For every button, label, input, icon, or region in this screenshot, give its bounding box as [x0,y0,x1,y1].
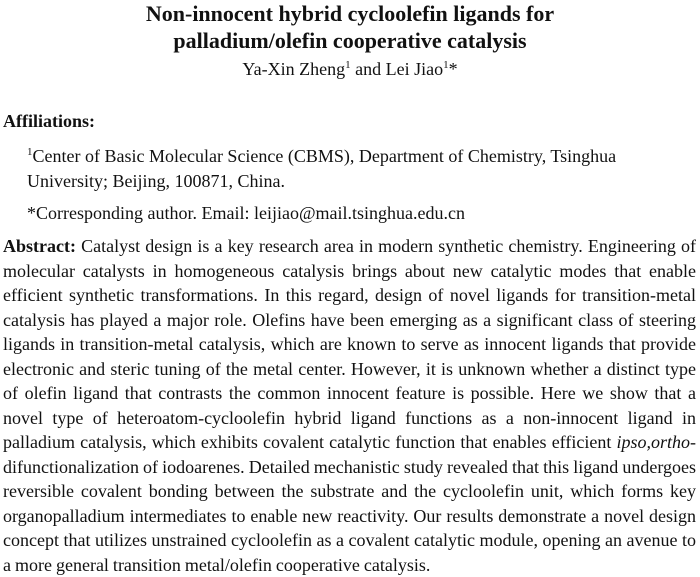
author-separator: and [350,59,386,79]
abstract-italic-term: ipso,ortho [616,432,690,452]
corresponding-marker: * [448,59,458,79]
affiliation-text: Center of Basic Molecular Science (CBMS), Department of Chemistry, Tsinghua University; Beijing, 100871, China. [27,146,617,191]
abstract [3,234,696,577]
abstract-text-continued: -difunctionalization of iodoarenes. Detailed mechanistic study revealed that this ligand undergoes reversible covalent bonding between the substrate and the cycloolefin unit, which forms key organopalladium intermediates to enable new reactivity. Our results demonstrate a novel design concept that utilizes unstrained cycloolefin as a covalent catalytic module, opening an avenue to a more general transition metal/olefin cooperative catalysis. [3,432,696,575]
paper-title [0,0,700,54]
title-line-2: palladium/olefin cooperative catalysis [173,28,527,53]
author-name: Ya-Xin Zheng [242,59,346,79]
abstract-label: Abstract: [3,236,76,256]
affiliations-heading: Affiliations: [3,111,95,131]
affiliation-entry [27,144,697,194]
title-line-1: Non-innocent hybrid cycloolefin ligands for [145,1,555,26]
affiliation-marker: 1 [345,59,351,71]
corresponding-author: *Corresponding author. Email: leijiao@mail.tsinghua.edu.cn [27,203,465,223]
abstract-text: Catalyst design is a key research area in modern synthetic chemistry. Engineering of molecular catalysts in homogeneous catalysis brings about new catalytic modes that enable efficient synthetic transformations. In this regard, design of novel ligands for transition-metal catalysis has played a major role. Olefins have been emerging as a significant class of steering ligands in transition-metal catalysis, which are known to serve as innocent ligands that provide electronic and steric tuning of the metal center. However, it is unknown whether a distinct type of olefin ligand that contrasts the common innocent feature is possible. Here we show that a novel type of heteroatom-cycloolefin hybrid ligand functions as a non-innocent ligand in palladium catalysis, which exhibits covalent catalytic function that enables efficient [3,236,696,452]
affiliation-marker: 1 [27,146,33,158]
affiliation-marker: 1 [443,59,449,71]
author-list [0,58,700,80]
author-name: Lei Jiao [385,59,444,79]
